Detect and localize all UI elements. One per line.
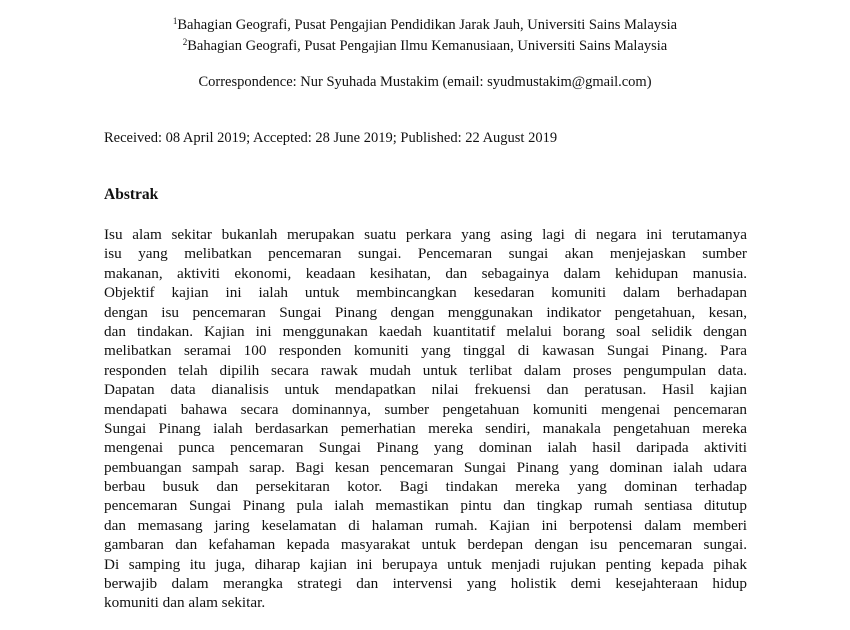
affiliation-2-marker: 2: [182, 37, 188, 47]
abstract-line: dan tindakan. Kajian ini menggunakan kaedah kuantitatif melalui borang soal selidik dengan: [104, 322, 747, 340]
publication-dates: Received: 08 April 2019; Accepted: 28 June 2019; Published: 22 August 2019: [104, 130, 558, 146]
abstract-line: dengan isu pencemaran Sungai Pinang dengan menggunakan indikator pengetahuan, kesan,: [104, 303, 747, 321]
abstract-line: Di samping itu juga, diharap kajian ini berupaya untuk menjadi rujukan penting kepada pihak: [104, 555, 747, 573]
abstract-line: makanan, aktiviti ekonomi, keadaan kesihatan, dan sebagainya dalam kehidupan manusia.: [104, 264, 747, 282]
abstract-line: dan memasang jaring keselamatan di halaman rumah. Kajian ini berpotensi dalam memberi: [104, 516, 747, 534]
abstract-line: berbau busuk dan persekitaran kotor. Bagi tindakan mereka yang dominan terhadap: [104, 478, 747, 496]
abstract-line: melibatkan seramai 100 responden komuniti yang tinggal di kawasan Sungai Pinang. Para: [104, 342, 747, 360]
abstract-line: isu yang melibatkan pencemaran sungai. Pencemaran sungai akan menjejaskan sumber: [104, 245, 747, 263]
correspondence: Correspondence: Nur Syuhada Mustakim (email: syudmustakim@gmail.com): [198, 74, 652, 90]
affiliation-1-text: Bahagian Geografi, Pusat Pengajian Pendidikan Jarak Jauh, Universiti Sains Malaysia: [177, 17, 678, 33]
affiliation-2: [0, 37, 850, 55]
abstract-line: gambaran dan kefahaman kepada masyarakat untuk berdepan dengan isu pencemaran sungai.: [104, 536, 747, 554]
abstract-heading: Abstrak: [104, 186, 159, 203]
affiliation-1-marker: 1: [172, 16, 178, 26]
affiliation-2-text: Bahagian Geografi, Pusat Pengajian Ilmu Kemanusiaan, Universiti Sains Malaysia: [187, 38, 668, 54]
abstract-line: responden telah dipilih secara rawak mudah untuk terlibat dalam proses pengumpulan data.: [104, 361, 747, 379]
abstract-line: berwajib dalam merangka strategi dan intervensi yang holistik demi kesejahteraan hidup: [104, 575, 747, 593]
abstract-line: Sungai Pinang ialah berdasarkan pemerhatian mereka sendiri, manakala pengetahuan mereka: [104, 419, 747, 437]
affiliation-1: [0, 16, 850, 34]
abstract-line: Dapatan data dianalisis untuk mendapatkan nilai frekuensi dan peratusan. Hasil kajian: [104, 381, 747, 399]
abstract-line: mendapati bahawa secara dominannya, sumber pengetahuan komuniti mengenai pencemaran: [104, 400, 747, 418]
abstract-line: mengenai punca pencemaran Sungai Pinang yang dominan ialah hasil daripada aktiviti: [104, 439, 747, 457]
abstract-line-last: komuniti dan alam sekitar.: [104, 594, 266, 612]
abstract-line: pembuangan sampah sarap. Bagi kesan pencemaran Sungai Pinang yang dominan ialah udara: [104, 458, 747, 476]
abstract-line: Objektif kajian ini ialah untuk membincangkan kesedaran komuniti dalam berhadapan: [104, 284, 747, 302]
abstract-line: Isu alam sekitar bukanlah merupakan suatu perkara yang asing lagi di negara ini terutamanya: [104, 226, 747, 243]
abstract-line: pencemaran Sungai Pinang pula ialah memastikan pintu dan tingkap rumah sentiasa ditutup: [104, 497, 747, 515]
abstract-body: [104, 225, 747, 613]
